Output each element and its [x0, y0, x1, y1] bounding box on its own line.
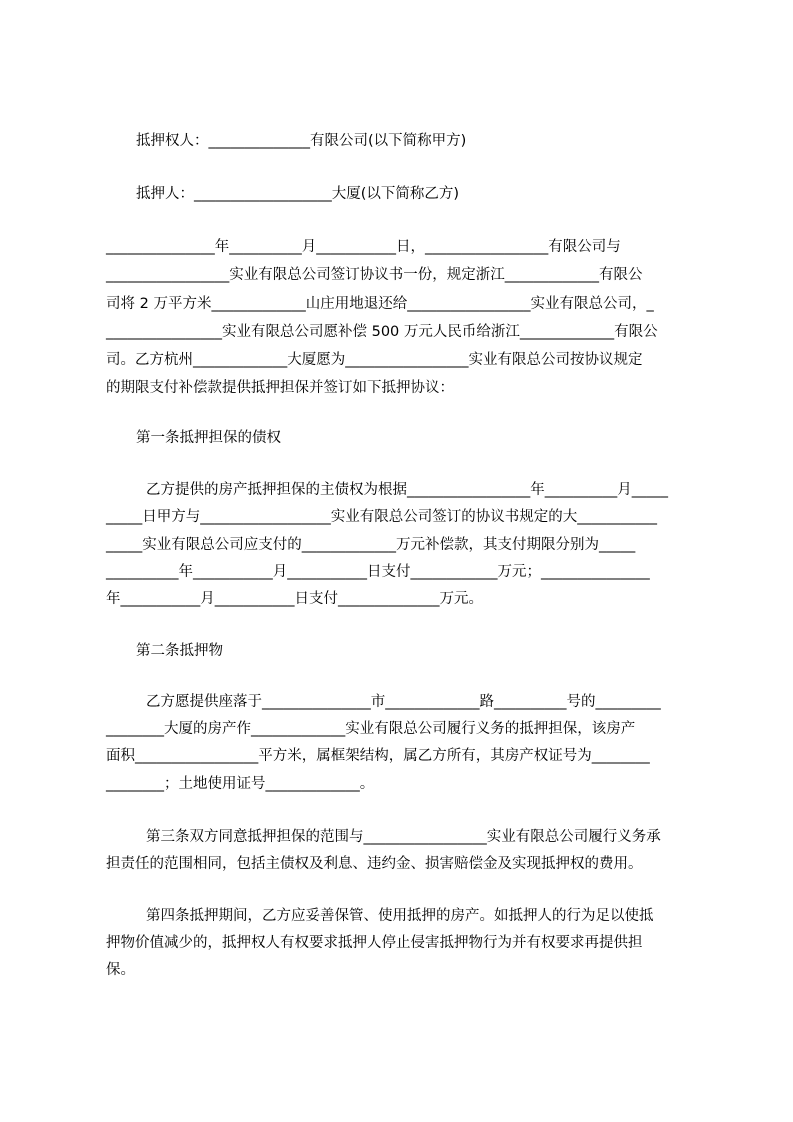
article1-line: _____日甲方与__________________实业有限总公司签订的协议书规定的大___________ [106, 509, 657, 525]
preamble-line: 的期限支付补偿款提供抵押担保并签订如下抵押协议： [106, 380, 454, 396]
article1-line: __________年___________月___________日支付____________万元；_______________ [106, 564, 650, 580]
preamble-line: ________________实业有限总公司愿补偿 500 万元人民币给浙江_____________有限公 [106, 324, 658, 340]
article1-title: 第一条抵押担保的债权 [136, 430, 281, 446]
article2-line: ________大厦的房产作_____________实业有限总公司履行义务的抵押担保，该房产 [106, 721, 636, 737]
mortgagee-line: 抵押权人：______________有限公司(以下简称甲方) [136, 133, 467, 149]
article2-line: 乙方愿提供座落于_______________市_____________路__________号的_________ [146, 694, 661, 710]
article1-line: 乙方提供的房产抵押担保的主债权为根据_________________年__________月_____ [146, 482, 668, 498]
mortgagor-line: 抵押人：___________________大厦(以下简称乙方) [136, 186, 460, 202]
preamble-line: _________________实业有限总公司签订协议书一份，规定浙江_____________有限公 [106, 267, 643, 283]
article1-line: _____实业有限总公司应支付的_____________万元补偿款，其支付期限分别为_____ [106, 537, 636, 553]
article4-line: 押物价值减少的，抵押权人有权要求抵押人停止侵害抵押物行为并有权要求再提供担 [106, 935, 643, 951]
article2-line: 面积_________________平方米，属框架结构，属乙方所有，其房产权证号为________ [106, 748, 650, 764]
article2-line: ________；土地使用证号_____________。 [106, 776, 375, 792]
article2-title: 第二条抵押物 [136, 643, 223, 659]
article3-line: 担责任的范围相同，包括主债权及利息、违约金、损害赔偿金及实现抵押权的费用。 [106, 856, 643, 872]
article4-line: 保。 [106, 962, 135, 978]
preamble-line: _______________年__________月___________日，_________________有限公司与 [106, 239, 621, 255]
article3-line: 第三条双方同意抵押担保的范围与_________________实业有限总公司履行义务承 [146, 829, 661, 845]
preamble-line: 司。乙方杭州_____________大厦愿为_________________实业有限总公司按协议规定 [106, 352, 643, 368]
article1-line: 年___________月___________日支付______________万元。 [106, 591, 483, 607]
article4-line: 第四条抵押期间，乙方应妥善保管、使用抵押的房产。如抵押人的行为足以使抵 [146, 908, 654, 924]
preamble-line: 司将 2 万平方米_____________山庄用地退还给_________________实业有限总公司，_ [106, 296, 654, 312]
